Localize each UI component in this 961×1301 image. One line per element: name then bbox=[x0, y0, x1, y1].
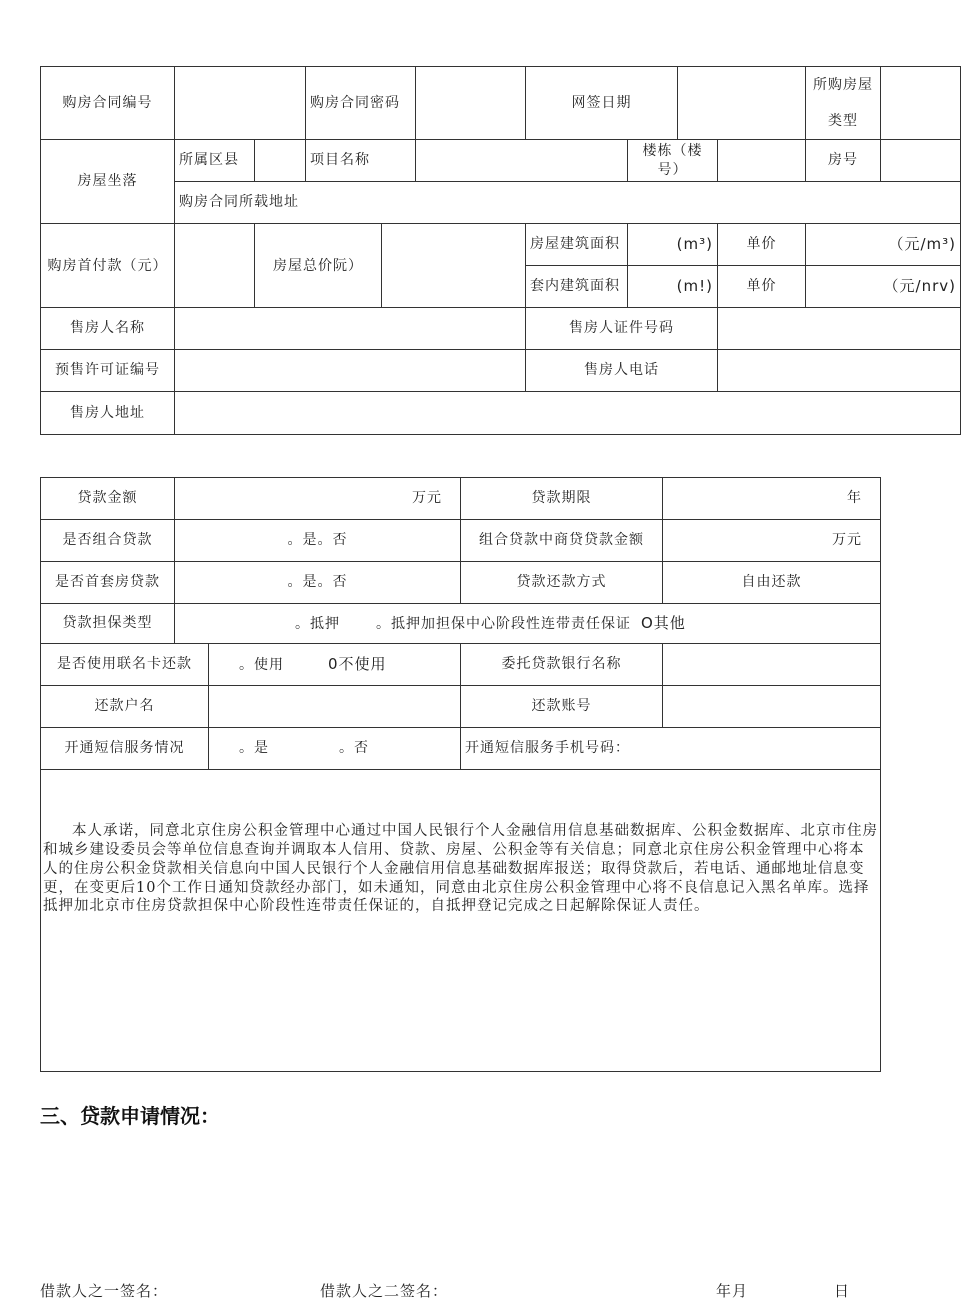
presale-no-label: 预售许可证编号 bbox=[41, 350, 175, 392]
contract-address-label: 购房合同所载地址 bbox=[175, 182, 961, 224]
seller-phone-label: 售房人电话 bbox=[526, 350, 718, 392]
section3-title: 三、贷款申请情况： bbox=[40, 1104, 220, 1128]
build-area-label: 房屋建筑面积 bbox=[526, 224, 628, 266]
first-home-options[interactable]: 。是。否 bbox=[175, 562, 461, 604]
unit-price2-unit[interactable]: （元/nrv) bbox=[806, 266, 961, 308]
bank-label: 委托贷款银行名称 bbox=[461, 644, 663, 686]
sms-options bbox=[209, 728, 461, 770]
sign-date-label: 网签日期 bbox=[526, 67, 678, 140]
contract-no-label: 购房合同编号 bbox=[41, 67, 175, 140]
guarantee-options bbox=[175, 604, 881, 644]
build-area-unit[interactable]: (m³) bbox=[628, 224, 718, 266]
sign-date-field[interactable] bbox=[678, 67, 806, 140]
repay-method-label: 贷款还款方式 bbox=[461, 562, 663, 604]
sms-option-yes[interactable]: 。是 bbox=[239, 740, 269, 757]
loan-amount-field[interactable]: 万元 bbox=[175, 478, 461, 520]
guarantee-option-other[interactable]: O其他 bbox=[641, 613, 686, 632]
loan-term-label: 贷款期限 bbox=[461, 478, 663, 520]
card-option-use[interactable]: 。使用 bbox=[239, 656, 284, 673]
house-type-label: 所购房屋类型 bbox=[806, 67, 881, 140]
seller-name-field[interactable] bbox=[175, 308, 526, 350]
card-options bbox=[209, 644, 461, 686]
project-field[interactable] bbox=[416, 140, 628, 182]
seller-phone-field[interactable] bbox=[718, 350, 961, 392]
district-field[interactable] bbox=[255, 140, 306, 182]
unit-price2-label: 单价 bbox=[718, 266, 806, 308]
guarantee-option-mortgage-plus[interactable]: 。抵押加担保中心阶段性连带责任保证 bbox=[376, 615, 631, 632]
date-day: 日 bbox=[834, 1282, 851, 1300]
inner-area-label: 套内建筑面积 bbox=[526, 266, 628, 308]
combo-options[interactable]: 。是。否 bbox=[175, 520, 461, 562]
combo-label: 是否组合贷款 bbox=[41, 520, 175, 562]
seller-address-label: 售房人地址 bbox=[41, 392, 175, 435]
account-name-field[interactable] bbox=[209, 686, 461, 728]
loan-term-field[interactable]: 年 bbox=[663, 478, 881, 520]
combo-amount-field[interactable]: 万元 bbox=[663, 520, 881, 562]
repay-method-value[interactable]: 自由还款 bbox=[663, 562, 881, 604]
down-payment-field[interactable] bbox=[175, 224, 255, 308]
account-name-label: 还款户名 bbox=[41, 686, 209, 728]
borrower2-signature-label: 借款人之二签名： bbox=[320, 1282, 449, 1300]
unit-price1-unit[interactable]: （元/m³) bbox=[806, 224, 961, 266]
contract-no-field[interactable] bbox=[175, 67, 306, 140]
guarantee-option-mortgage[interactable]: 。抵押 bbox=[295, 615, 340, 632]
card-label: 是否使用联名卡还款 bbox=[41, 644, 209, 686]
building-label: 楼栋（楼号） bbox=[628, 140, 718, 182]
card-option-not-use[interactable]: 0不使用 bbox=[328, 654, 387, 673]
first-home-label: 是否首套房贷款 bbox=[41, 562, 175, 604]
room-label: 房号 bbox=[806, 140, 881, 182]
account-no-label: 还款账号 bbox=[461, 686, 663, 728]
building-field[interactable] bbox=[718, 140, 806, 182]
house-info-table bbox=[40, 66, 961, 435]
seller-name-label: 售房人名称 bbox=[41, 308, 175, 350]
date-year-month: 年月 bbox=[716, 1282, 749, 1300]
seller-address-field[interactable] bbox=[175, 392, 961, 435]
project-label: 项目名称 bbox=[306, 140, 416, 182]
contract-pwd-field[interactable] bbox=[416, 67, 526, 140]
combo-amount-label: 组合贷款中商贷贷款金额 bbox=[461, 520, 663, 562]
loan-amount-label: 贷款金额 bbox=[41, 478, 175, 520]
bank-field[interactable] bbox=[663, 644, 881, 686]
account-no-field[interactable] bbox=[663, 686, 881, 728]
inner-area-unit[interactable]: (m!) bbox=[628, 266, 718, 308]
total-price-label: 房屋总价阮） bbox=[255, 224, 382, 308]
presale-no-field[interactable] bbox=[175, 350, 526, 392]
down-payment-label: 购房首付款（元） bbox=[41, 224, 175, 308]
contract-pwd-label: 购房合同密码 bbox=[306, 67, 416, 140]
house-type-field[interactable] bbox=[881, 67, 961, 140]
loan-info-table bbox=[40, 477, 881, 1072]
pledge-text: 本人承诺，同意北京住房公积金管理中心通过中国人民银行个人金融信用信息基础数据库、公积金数据库、北京市住房和城乡建设委员会等单位信息查询并调取本人信用、贷款、房屋、公积金等有关信息；同意北京住房公积金管理中心将本人的住房公积金贷款相关信息向中国人民银行个人金融信用信息基础数据库报送；取得贷款后，若电话、通邮地址信息变更，在变更后10个工作日通知贷款经办部门，如未通知，同意由北京住房公积金管理中心将不良信息记入黑名单库。选择抵押加北京市住房贷款担保中心阶段性连带责任保证的，自抵押登记完成之日起解除保证人责任。 bbox=[41, 770, 881, 1072]
location-label: 房屋坐落 bbox=[41, 140, 175, 224]
sms-option-no[interactable]: 。否 bbox=[339, 740, 369, 757]
unit-price1-label: 单价 bbox=[718, 224, 806, 266]
borrower1-signature-label: 借款人之一签名： bbox=[40, 1282, 169, 1300]
room-field[interactable] bbox=[881, 140, 961, 182]
guarantee-label: 贷款担保类型 bbox=[41, 604, 175, 644]
sms-phone-label[interactable]: 开通短信服务手机号码： bbox=[461, 728, 881, 770]
total-price-field[interactable] bbox=[382, 224, 526, 308]
sms-label: 开通短信服务情况 bbox=[41, 728, 209, 770]
district-label: 所属区县 bbox=[175, 140, 255, 182]
seller-id-field[interactable] bbox=[718, 308, 961, 350]
seller-id-label: 售房人证件号码 bbox=[526, 308, 718, 350]
